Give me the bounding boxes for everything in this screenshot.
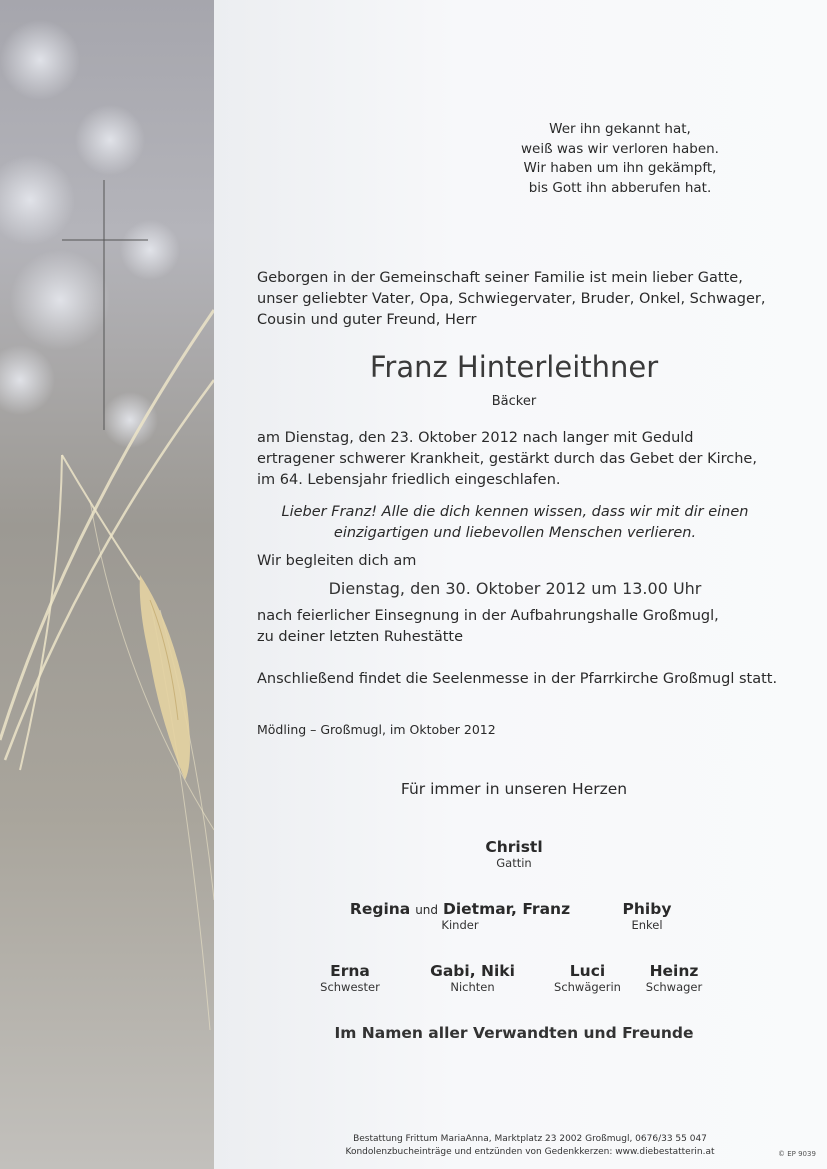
- intro-paragraph: Geborgen in der Gemeinschaft seiner Familie ist mein lieber Gatte, unser geliebter Vater, Opa, Schwiegervater, Bruder, Onkel, Schwager, Cousin und guter Freund, Herr: [257, 270, 766, 328]
- quote: Lieber Franz! Alle die dich kennen wissen, dass wir mit dir einen einzigartigen und liebevollen Menschen verlieren.: [281, 504, 749, 541]
- print-code: © EP 9039: [778, 1150, 816, 1158]
- mass-text: Anschließend findet die Seelenmesse in der Pfarrkirche Großmugl statt.: [257, 671, 778, 687]
- mourner-children: Regina und Dietmar, Franz Kinder: [349, 900, 571, 932]
- wheat-ear-image: [0, 0, 214, 1169]
- funeral-date: Dienstag, den 30. Oktober 2012 um 13.00 Uhr: [328, 579, 702, 598]
- deceased-name: Franz Hinterleithner: [369, 350, 659, 384]
- mourner-brother-in-law: Heinz Schwager: [645, 962, 703, 994]
- profession: Bäcker: [491, 394, 537, 409]
- wheat-photo-panel: [0, 0, 214, 1169]
- mourner-grandchild: Phiby Enkel: [622, 900, 672, 932]
- closing-line: Im Namen aller Verwandten und Freunde: [334, 1024, 694, 1042]
- forever-line: Für immer in unseren Herzen: [400, 780, 628, 798]
- mourner-wife: Christl Gattin: [485, 838, 543, 870]
- place-date: Mödling – Großmugl, im Oktober 2012: [257, 722, 496, 737]
- verse: Wer ihn gekannt hat, weiß was wir verloren haben. Wir haben um ihn gekämpft, bis Gott ihn abberufen hat.: [521, 121, 719, 196]
- accompany-text: Wir begleiten dich am: [257, 553, 417, 569]
- consecration-text: nach feierlicher Einsegnung in der Aufbahrungshalle Großmugl, zu deiner letzten Ruhestätte: [257, 608, 719, 645]
- death-paragraph: am Dienstag, den 23. Oktober 2012 nach langer mit Geduld ertragener schwerer Krankheit, gestärkt durch das Gebet der Kirche, im 64. Lebensjahr friedlich eingeschlafen.: [257, 430, 757, 488]
- mourner-sister-in-law: Luci Schwägerin: [554, 962, 621, 994]
- mourner-nieces: Gabi, Niki Nichten: [430, 962, 515, 994]
- mourner-sister: Erna Schwester: [320, 962, 380, 994]
- footer: Bestattung Frittum MariaAnna, Marktplatz 23 2002 Großmugl, 0676/33 55 047 Kondolenzbucheinträge und entzünden von Gedenkkerzen: www.diebestatterin.at: [345, 1134, 715, 1157]
